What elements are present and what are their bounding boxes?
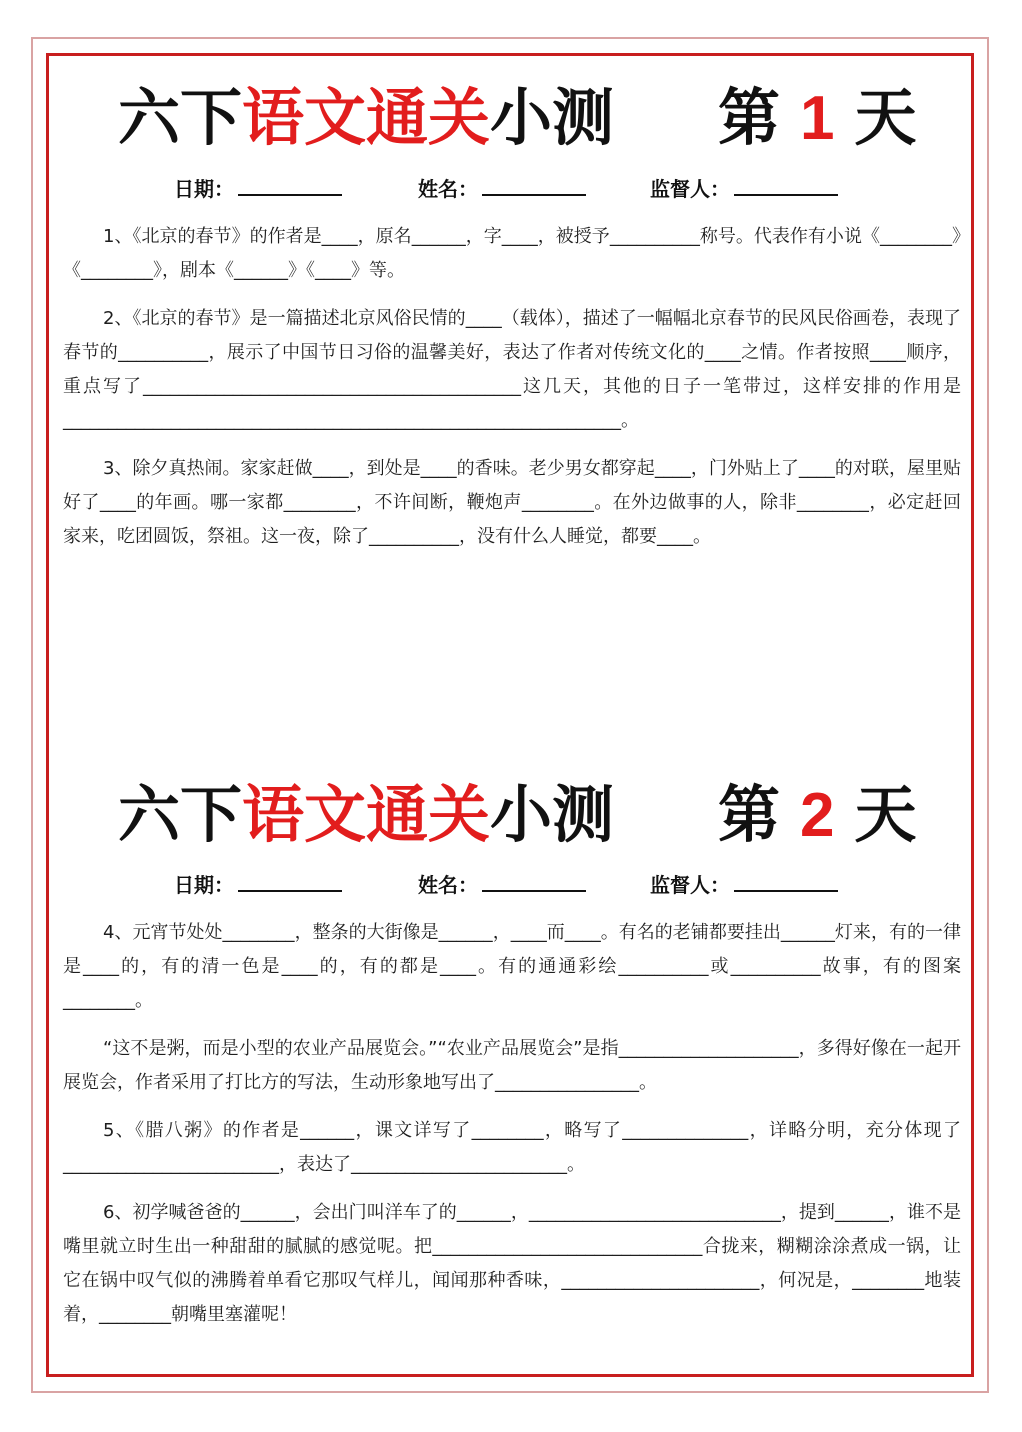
question-3: 3、除夕真热闹。家家赶做____，到处是____的香味。老少男女都穿起____，门外贴上了____的对联，屋里贴好了____的年画。哪一家都________，不许间断，鞭炮声________。在外边做事的人，除非________，必定赶回家来，吃团圆饭，祭祖。这一夜，除了__________，没有什么人睡觉，都要____。 xyxy=(63,458,961,547)
question-5: 5、《腊八粥》的作者是______，课文详写了________，略写了______________，详略分明，充分体现了________________________，表达了________________________。 xyxy=(63,1120,961,1175)
question-4-followup: “这不是粥，而是小型的农业产品展览会。”“农业产品展览会”是指____________________，多得好像在一起开展览会，作者采用了打比方的写法，生动形象地写出了________________。 xyxy=(63,1038,962,1093)
day-number: 2 xyxy=(800,781,835,850)
name-field xyxy=(418,173,586,202)
name-blank[interactable] xyxy=(482,176,586,196)
date-blank[interactable] xyxy=(238,872,342,892)
title-part-subject: 语文通关 xyxy=(242,778,491,851)
title-part-subject: 语文通关 xyxy=(242,81,491,154)
section-2-meta xyxy=(174,869,874,899)
section-1-title xyxy=(118,78,614,158)
title-part-quiz: 小测 xyxy=(490,778,615,851)
supervisor-blank[interactable] xyxy=(734,872,838,892)
supervisor-field xyxy=(650,173,838,202)
date-field xyxy=(174,869,342,898)
day-suffix: 天 xyxy=(854,778,917,851)
section-2-day xyxy=(718,775,917,856)
name-label: 姓名： xyxy=(418,873,478,897)
question-6: 6、初学喊爸爸的______，会出门叫洋车了的______，____________________________，提到______，谁不是嘴里就立时生出一种甜甜的腻腻的感觉呢。把______________________________合拢来，糊糊涂涂煮成一锅，让它在锅中叹气似的沸腾着单看它那叹气样儿，闻闻那种香味，______________________，何况是，________地装着，________朝嘴里塞灌呢！ xyxy=(63,1202,961,1325)
supervisor-label: 监督人： xyxy=(650,873,730,897)
section-2-title xyxy=(118,775,614,855)
title-part-quiz: 小测 xyxy=(490,81,615,154)
day-suffix: 天 xyxy=(854,81,917,154)
date-label: 日期： xyxy=(174,873,234,897)
question-4: 4、元宵节处处________，整条的大街像是______，____而____。有名的老铺都要挂出______灯来，有的一律是____的，有的清一色是____的，有的都是____。有的通通彩绘__________或__________故事，有的图案________。 xyxy=(63,922,961,1011)
supervisor-label: 监督人： xyxy=(650,177,730,201)
supervisor-blank[interactable] xyxy=(734,176,838,196)
date-blank[interactable] xyxy=(238,176,342,196)
section-2-header xyxy=(118,775,918,855)
supervisor-field xyxy=(650,869,838,898)
day-prefix: 第 xyxy=(718,778,781,851)
day-prefix: 第 xyxy=(718,81,781,154)
question-1: 1、《北京的春节》的作者是____，原名______，字____，被授予__________称号。代表作有小说《________》《________》，剧本《______》《____》等。 xyxy=(63,226,961,281)
section-1-day xyxy=(718,78,917,159)
section-1-header xyxy=(118,78,918,158)
date-label: 日期： xyxy=(174,177,234,201)
section-1-meta xyxy=(174,173,874,203)
day-number: 1 xyxy=(800,84,835,153)
name-blank[interactable] xyxy=(482,872,586,892)
title-part-grade: 六下 xyxy=(118,81,243,154)
name-field xyxy=(418,869,586,898)
date-field xyxy=(174,173,342,202)
title-part-grade: 六下 xyxy=(118,778,243,851)
name-label: 姓名： xyxy=(418,177,478,201)
question-2: 2、《北京的春节》是一篇描述北京风俗民情的____（载体），描述了一幅幅北京春节的民风民俗画卷，表现了春节的__________，展示了中国节日习俗的温馨美好，表达了作者对传统文化的____之情。作者按照____顺序，重点写了__________________________________________这几天，其他的日子一笔带过，这样安排的作用是______________________________________________________________。 xyxy=(63,308,961,431)
